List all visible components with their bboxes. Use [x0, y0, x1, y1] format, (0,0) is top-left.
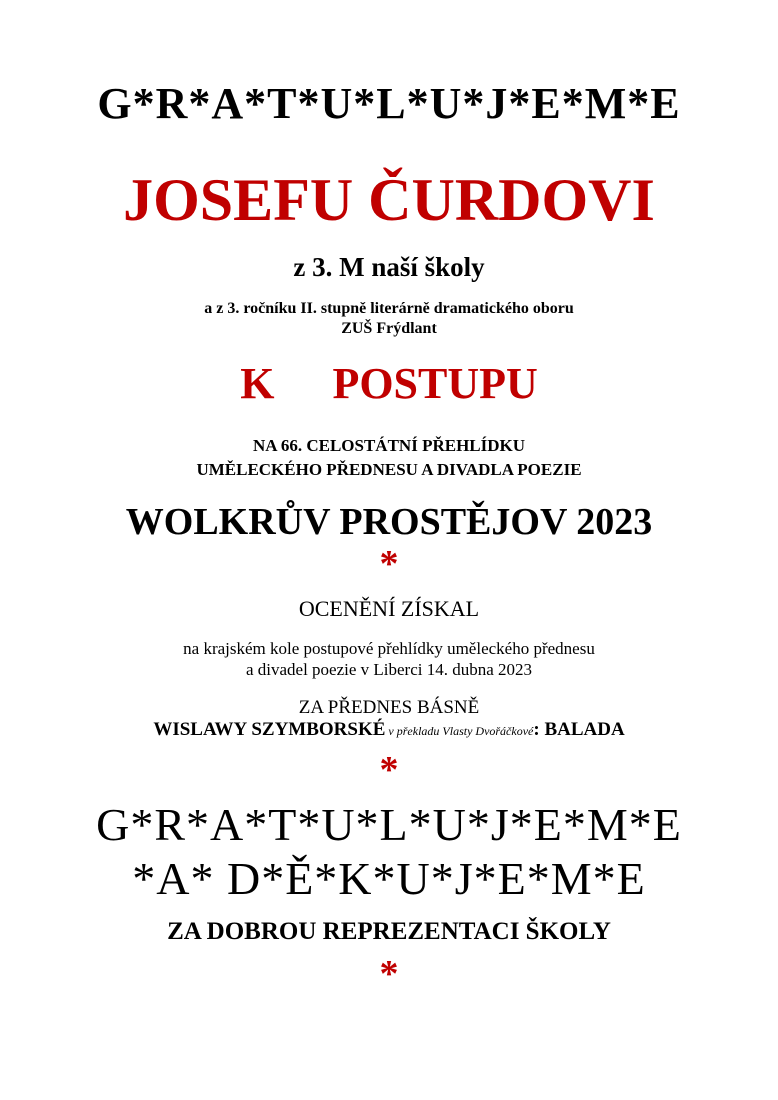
award-heading: OCENĚNÍ ZÍSKAL — [298, 596, 480, 621]
event-name: WOLKRŮV PROSTĚJOV 2023 — [125, 501, 653, 543]
heading-thank-you: *A* D*Ě*K*U*J*E*M*E — [132, 853, 646, 904]
award-line-2: a divadel poezie v Liberci 14. dubna 2023 — [245, 660, 533, 679]
student-name: JOSEFU ČURDOVI — [123, 167, 655, 233]
award-line-1: na krajském kole postupové přehlídky uměleckého přednesu — [183, 639, 595, 658]
recital-line: ZA PŘEDNES BÁSNĚ — [298, 697, 480, 718]
representation-line: ZA DOBROU REPREZENTACI ŠKOLY — [167, 918, 611, 945]
school-line-2: ZUŠ Frýdlant — [341, 320, 437, 337]
heading-congratulate-bottom: G*R*A*T*U*L*U*J*E*M*E — [96, 799, 682, 850]
star-divider-3: * — [379, 953, 399, 995]
advance-k: K — [240, 359, 275, 408]
heading-congratulate-top: G*R*A*T*U*L*U*J*E*M*E — [97, 79, 681, 128]
poet-name: WISLAWY SZYMBORSKÉ — [153, 719, 386, 740]
class-line: z 3. M naší školy — [293, 252, 485, 282]
event-line-2: UMĚLECKÉHO PŘEDNESU A DIVADLA POEZIE — [196, 460, 582, 479]
poem-line — [0, 719, 778, 741]
star-divider-1: * — [379, 543, 399, 585]
school-line-1: a z 3. ročníku II. stupně literárně dramatického oboru — [204, 300, 574, 317]
event-line-1: NA 66. CELOSTÁTNÍ PŘEHLÍDKU — [252, 436, 526, 455]
advance-heading — [0, 358, 778, 409]
star-divider-2: * — [379, 749, 399, 791]
translation-note: v překladu Vlasty Dvořáčkové — [385, 724, 534, 738]
poem-title: : BALADA — [533, 719, 625, 740]
advance-word: POSTUPU — [332, 359, 538, 408]
